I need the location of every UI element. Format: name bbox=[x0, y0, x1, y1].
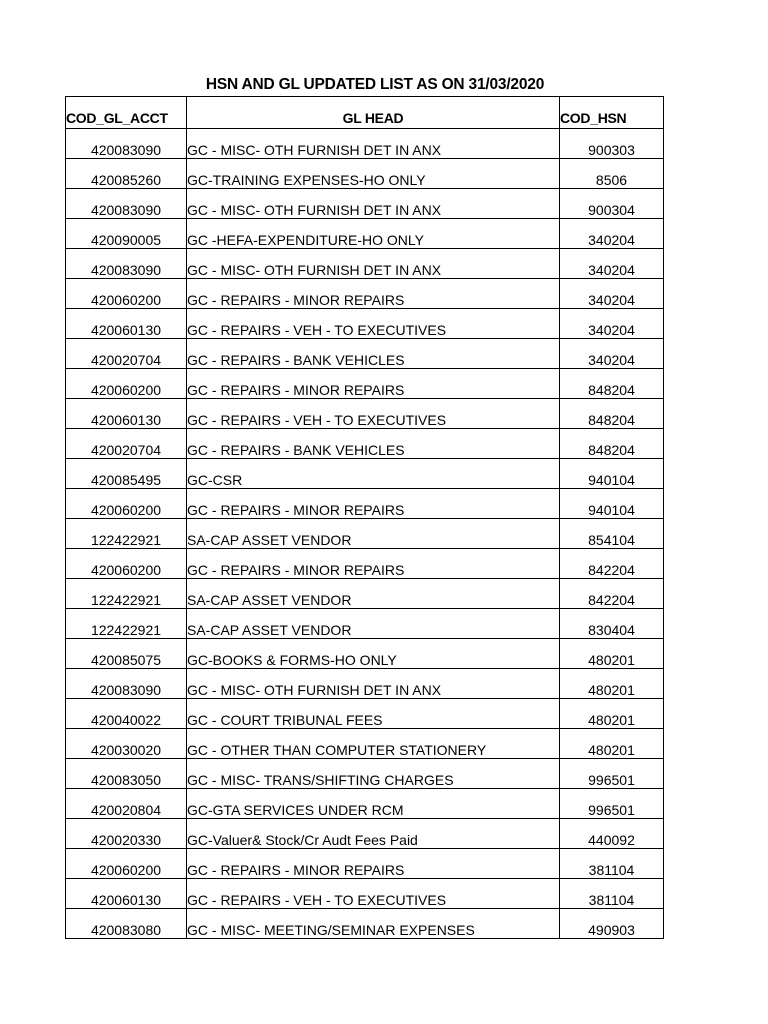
gl-acct-cell: 420083050 bbox=[66, 759, 187, 789]
gl-acct-cell: 420060130 bbox=[66, 309, 187, 339]
hsn-code-cell: 480201 bbox=[560, 669, 664, 699]
table-row bbox=[66, 339, 664, 369]
gl-head-cell: GC - MISC- OTH FURNISH DET IN ANX bbox=[187, 249, 560, 279]
gl-acct-cell: 420090005 bbox=[66, 219, 187, 249]
table-row bbox=[66, 849, 664, 879]
table-row bbox=[66, 759, 664, 789]
gl-head-cell: GC - REPAIRS - VEH - TO EXECUTIVES bbox=[187, 309, 560, 339]
table-row bbox=[66, 729, 664, 759]
table-row bbox=[66, 819, 664, 849]
hsn-code-cell: 848204 bbox=[560, 369, 664, 399]
gl-acct-cell: 420060200 bbox=[66, 489, 187, 519]
gl-acct-cell: 122422921 bbox=[66, 519, 187, 549]
hsn-code-cell: 940104 bbox=[560, 489, 664, 519]
column-header-gl-acct: COD_GL_ACCT bbox=[66, 97, 187, 129]
table-row bbox=[66, 219, 664, 249]
table-row bbox=[66, 309, 664, 339]
gl-acct-cell: 420020704 bbox=[66, 339, 187, 369]
gl-acct-cell: 420060200 bbox=[66, 279, 187, 309]
gl-head-cell: GC - MISC- MEETING/SEMINAR EXPENSES bbox=[187, 909, 560, 939]
gl-acct-cell: 420020804 bbox=[66, 789, 187, 819]
hsn-code-cell: 996501 bbox=[560, 789, 664, 819]
table-header-row bbox=[66, 97, 664, 129]
gl-acct-cell: 420060200 bbox=[66, 549, 187, 579]
table-row bbox=[66, 519, 664, 549]
table-body bbox=[66, 129, 664, 939]
table-row bbox=[66, 249, 664, 279]
hsn-code-cell: 480201 bbox=[560, 699, 664, 729]
gl-head-cell: SA-CAP ASSET VENDOR bbox=[187, 579, 560, 609]
gl-acct-cell: 420083090 bbox=[66, 129, 187, 159]
gl-head-cell: GC - MISC- OTH FURNISH DET IN ANX bbox=[187, 669, 560, 699]
hsn-code-cell: 340204 bbox=[560, 219, 664, 249]
table-row bbox=[66, 789, 664, 819]
hsn-code-cell: 340204 bbox=[560, 249, 664, 279]
gl-head-cell: GC - REPAIRS - MINOR REPAIRS bbox=[187, 849, 560, 879]
hsn-code-cell: 340204 bbox=[560, 279, 664, 309]
gl-acct-cell: 420085075 bbox=[66, 639, 187, 669]
table-row bbox=[66, 609, 664, 639]
hsn-code-cell: 842204 bbox=[560, 549, 664, 579]
hsn-code-cell: 854104 bbox=[560, 519, 664, 549]
hsn-code-cell: 340204 bbox=[560, 309, 664, 339]
gl-acct-cell: 122422921 bbox=[66, 579, 187, 609]
hsn-code-cell: 830404 bbox=[560, 609, 664, 639]
table-row bbox=[66, 639, 664, 669]
gl-head-cell: GC - MISC- OTH FURNISH DET IN ANX bbox=[187, 129, 560, 159]
gl-head-cell: GC-BOOKS & FORMS-HO ONLY bbox=[187, 639, 560, 669]
gl-acct-cell: 420085495 bbox=[66, 459, 187, 489]
hsn-code-cell: 440092 bbox=[560, 819, 664, 849]
hsn-code-cell: 480201 bbox=[560, 639, 664, 669]
column-header-hsn: COD_HSN bbox=[560, 97, 664, 129]
hsn-code-cell: 340204 bbox=[560, 339, 664, 369]
table-row bbox=[66, 489, 664, 519]
gl-head-cell: GC-CSR bbox=[187, 459, 560, 489]
gl-acct-cell: 122422921 bbox=[66, 609, 187, 639]
gl-head-cell: SA-CAP ASSET VENDOR bbox=[187, 609, 560, 639]
table-row bbox=[66, 909, 664, 939]
table-row bbox=[66, 669, 664, 699]
hsn-code-cell: 848204 bbox=[560, 399, 664, 429]
gl-head-cell: GC - OTHER THAN COMPUTER STATIONERY bbox=[187, 729, 560, 759]
hsn-code-cell: 480201 bbox=[560, 729, 664, 759]
hsn-code-cell: 8506 bbox=[560, 159, 664, 189]
table-row bbox=[66, 879, 664, 909]
gl-acct-cell: 420040022 bbox=[66, 699, 187, 729]
hsn-code-cell: 940104 bbox=[560, 459, 664, 489]
gl-acct-cell: 420060200 bbox=[66, 369, 187, 399]
table-row bbox=[66, 459, 664, 489]
table-row bbox=[66, 399, 664, 429]
gl-head-cell: GC - COURT TRIBUNAL FEES bbox=[187, 699, 560, 729]
gl-head-cell: GC - REPAIRS - MINOR REPAIRS bbox=[187, 369, 560, 399]
gl-head-cell: GC-Valuer& Stock/Cr Audt Fees Paid bbox=[187, 819, 560, 849]
column-header-gl-head: GL HEAD bbox=[187, 97, 560, 129]
hsn-code-cell: 381104 bbox=[560, 849, 664, 879]
gl-head-cell: GC - MISC- TRANS/SHIFTING CHARGES bbox=[187, 759, 560, 789]
gl-head-cell: GC - REPAIRS - MINOR REPAIRS bbox=[187, 549, 560, 579]
hsn-gl-table bbox=[65, 96, 664, 939]
gl-head-cell: GC - REPAIRS - BANK VEHICLES bbox=[187, 339, 560, 369]
hsn-code-cell: 848204 bbox=[560, 429, 664, 459]
hsn-code-cell: 842204 bbox=[560, 579, 664, 609]
hsn-code-cell: 490903 bbox=[560, 909, 664, 939]
table-row bbox=[66, 159, 664, 189]
table-row bbox=[66, 189, 664, 219]
gl-acct-cell: 420020330 bbox=[66, 819, 187, 849]
gl-head-cell: GC - REPAIRS - VEH - TO EXECUTIVES bbox=[187, 399, 560, 429]
hsn-code-cell: 900303 bbox=[560, 129, 664, 159]
gl-acct-cell: 420083090 bbox=[66, 189, 187, 219]
gl-acct-cell: 420060130 bbox=[66, 399, 187, 429]
gl-acct-cell: 420060200 bbox=[66, 849, 187, 879]
gl-head-cell: GC-TRAINING EXPENSES-HO ONLY bbox=[187, 159, 560, 189]
gl-acct-cell: 420083090 bbox=[66, 669, 187, 699]
gl-head-cell: SA-CAP ASSET VENDOR bbox=[187, 519, 560, 549]
gl-acct-cell: 420085260 bbox=[66, 159, 187, 189]
table-row bbox=[66, 699, 664, 729]
gl-head-cell: GC -HEFA-EXPENDITURE-HO ONLY bbox=[187, 219, 560, 249]
table-row bbox=[66, 429, 664, 459]
gl-head-cell: GC - MISC- OTH FURNISH DET IN ANX bbox=[187, 189, 560, 219]
gl-head-cell: GC - REPAIRS - BANK VEHICLES bbox=[187, 429, 560, 459]
table-row bbox=[66, 549, 664, 579]
gl-acct-cell: 420060130 bbox=[66, 879, 187, 909]
gl-head-cell: GC - REPAIRS - VEH - TO EXECUTIVES bbox=[187, 879, 560, 909]
gl-head-cell: GC-GTA SERVICES UNDER RCM bbox=[187, 789, 560, 819]
table-row bbox=[66, 129, 664, 159]
gl-head-cell: GC - REPAIRS - MINOR REPAIRS bbox=[187, 489, 560, 519]
hsn-code-cell: 381104 bbox=[560, 879, 664, 909]
gl-acct-cell: 420083090 bbox=[66, 249, 187, 279]
gl-acct-cell: 420083080 bbox=[66, 909, 187, 939]
table-row bbox=[66, 369, 664, 399]
table-row bbox=[66, 579, 664, 609]
page-title: HSN AND GL UPDATED LIST AS ON 31/03/2020 bbox=[205, 76, 545, 93]
gl-acct-cell: 420020704 bbox=[66, 429, 187, 459]
gl-head-cell: GC - REPAIRS - MINOR REPAIRS bbox=[187, 279, 560, 309]
gl-acct-cell: 420030020 bbox=[66, 729, 187, 759]
table-row bbox=[66, 279, 664, 309]
hsn-code-cell: 996501 bbox=[560, 759, 664, 789]
hsn-code-cell: 900304 bbox=[560, 189, 664, 219]
